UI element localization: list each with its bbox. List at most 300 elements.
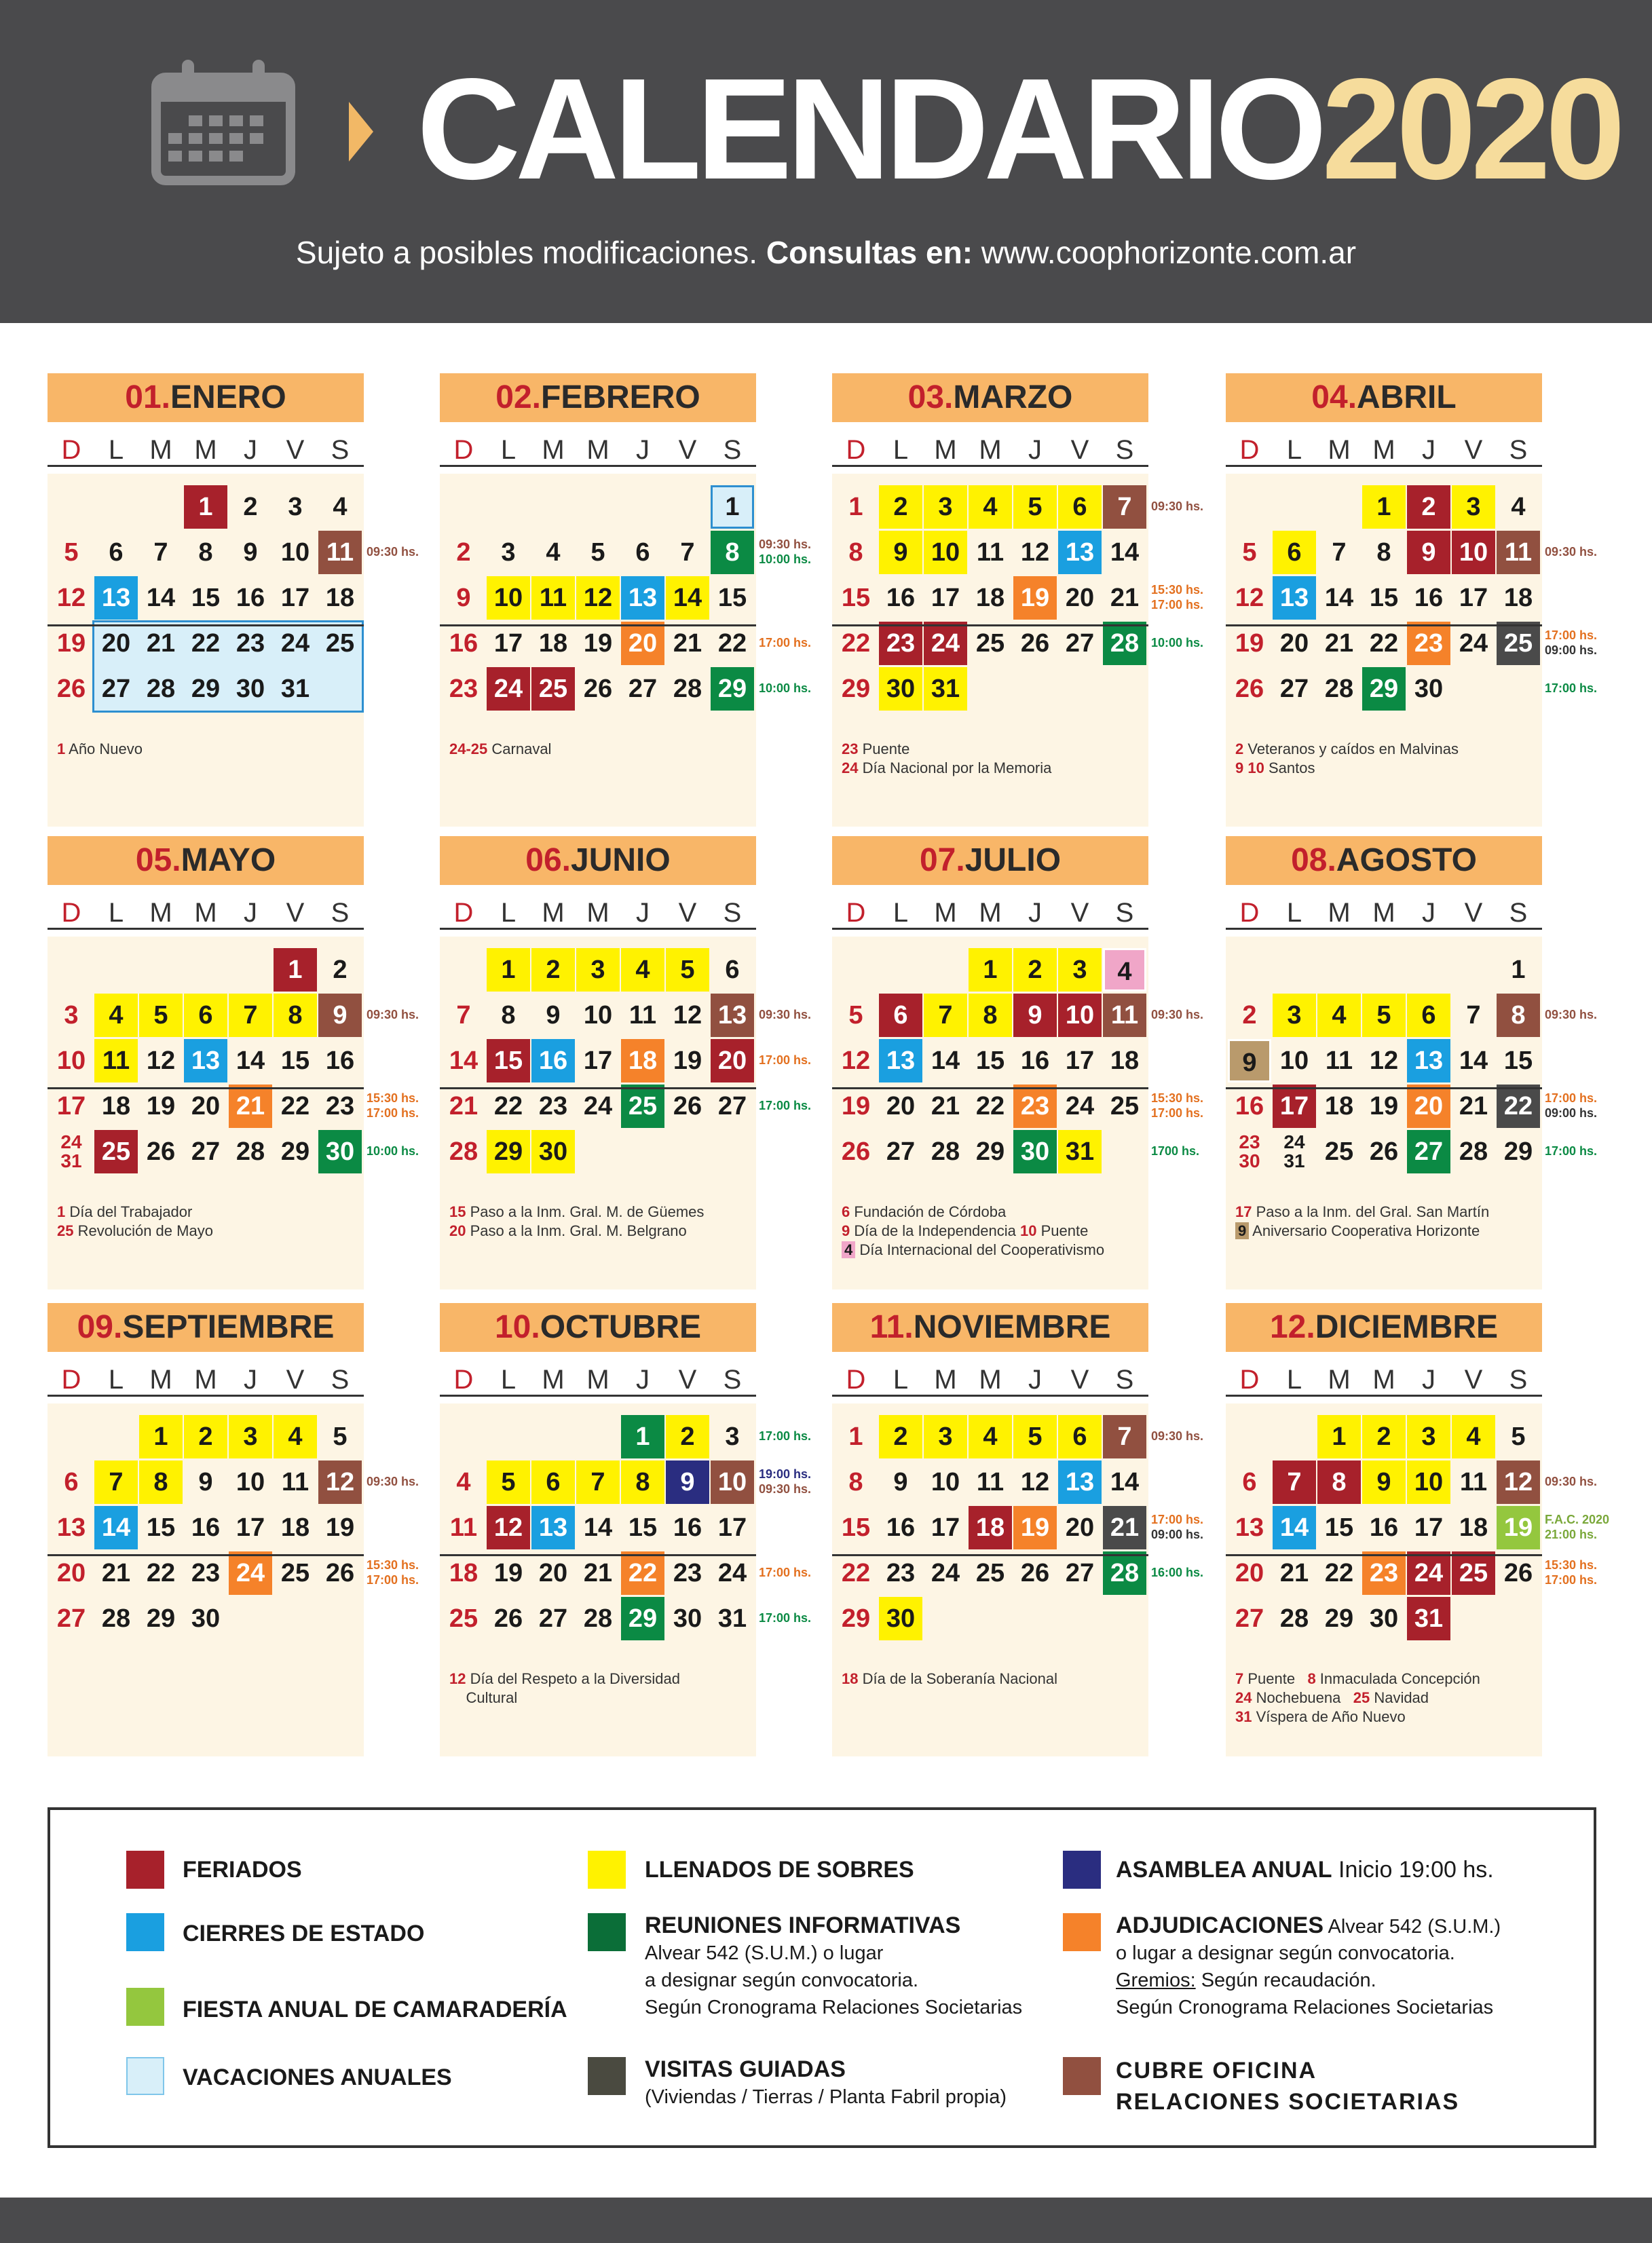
day-cell[interactable]: 1	[487, 948, 530, 992]
day-cell[interactable]: 30	[1369, 1604, 1399, 1633]
day-cell[interactable]: 28	[1103, 1551, 1146, 1595]
day-cell[interactable]: 22	[841, 1559, 871, 1587]
day-cell[interactable]: 23	[1362, 1551, 1406, 1595]
day-cell[interactable]: 19	[146, 1092, 176, 1120]
day-cell[interactable]: 15	[146, 1513, 176, 1542]
day-cell[interactable]: 19	[1013, 1506, 1057, 1549]
day-cell[interactable]: 7	[456, 1001, 471, 1030]
day-cell[interactable]: 16	[1414, 584, 1444, 612]
day-cell[interactable]: 30	[1013, 1130, 1057, 1173]
day-cell[interactable]: 14	[236, 1047, 265, 1075]
day-cell[interactable]: 26	[583, 675, 613, 703]
day-cell[interactable]: 17	[717, 1513, 747, 1542]
day-cell[interactable]: 27	[101, 675, 131, 703]
day-cell[interactable]: 7	[924, 994, 967, 1037]
day-cell[interactable]: 18	[325, 584, 355, 612]
day-cell[interactable]: 17	[1065, 1047, 1095, 1075]
day-cell[interactable]: 9	[879, 531, 922, 574]
day-cell[interactable]: 16	[531, 1039, 575, 1082]
day-cell[interactable]	[1273, 1130, 1316, 1173]
day-cell[interactable]: 15	[841, 584, 871, 612]
day-cell[interactable]: 8	[198, 538, 213, 567]
day-cell[interactable]: 28	[1324, 675, 1354, 703]
day-cell[interactable]: 2	[243, 493, 258, 521]
day-cell[interactable]: 1	[1511, 956, 1526, 984]
day-cell[interactable]: 26	[1020, 1559, 1050, 1587]
day-cell[interactable]: 30	[879, 667, 922, 711]
day-cell[interactable]: 29	[841, 1604, 871, 1633]
day-cell[interactable]	[50, 1130, 93, 1173]
day-cell[interactable]: 1	[848, 493, 863, 521]
day-cell[interactable]: 30	[531, 1130, 575, 1173]
day-cell[interactable]: 22	[1324, 1559, 1354, 1587]
day-cell[interactable]: 13	[621, 576, 664, 620]
day-cell[interactable]: 27	[191, 1137, 221, 1166]
day-cell[interactable]: 6	[64, 1468, 79, 1496]
day-cell[interactable]: 9	[198, 1468, 213, 1496]
day-cell[interactable]: 24	[229, 1551, 272, 1595]
day-cell[interactable]: 22	[493, 1092, 523, 1120]
day-cell[interactable]: 9	[546, 1001, 561, 1030]
day-cell[interactable]: 16	[1020, 1047, 1050, 1075]
day-cell[interactable]: 23	[886, 1559, 916, 1587]
day-cell[interactable]: 12	[576, 576, 620, 620]
day-cell[interactable]: 5	[1511, 1422, 1526, 1451]
day-cell[interactable]: 8	[848, 1468, 863, 1496]
day-cell[interactable]: 18	[101, 1092, 131, 1120]
day-cell[interactable]: 13	[1407, 1039, 1450, 1082]
day-cell[interactable]: 19	[56, 629, 86, 658]
day-cell[interactable]: 30	[1414, 675, 1444, 703]
day-cell[interactable]: 10	[280, 538, 310, 567]
day-cell[interactable]: 23	[191, 1559, 221, 1587]
day-cell[interactable]: 12	[1235, 584, 1264, 612]
day-cell[interactable]: 31	[280, 675, 310, 703]
day-cell[interactable]: 12	[1020, 1468, 1050, 1496]
day-cell[interactable]: 16	[886, 1513, 916, 1542]
day-cell[interactable]: 1	[1362, 485, 1406, 529]
day-cell[interactable]: 18	[1324, 1092, 1354, 1120]
day-cell[interactable]: 18	[975, 584, 1005, 612]
day-cell[interactable]: 20	[56, 1559, 86, 1587]
day-cell[interactable]: 25	[621, 1085, 664, 1128]
day-cell[interactable]: 2	[456, 538, 471, 567]
day-cell[interactable]: 20	[538, 1559, 568, 1587]
day-cell[interactable]: 29	[487, 1130, 530, 1173]
day-cell[interactable]: 25	[94, 1130, 138, 1173]
day-cell[interactable]: 28	[101, 1604, 131, 1633]
day-cell[interactable]: 25	[325, 629, 355, 658]
day-cell[interactable]: 4	[1317, 994, 1361, 1037]
day-cell[interactable]: 20	[621, 622, 664, 665]
day-cell[interactable]: 7	[1103, 1415, 1146, 1458]
day-cell[interactable]: 13	[711, 994, 754, 1037]
day-cell[interactable]: 26	[841, 1137, 871, 1166]
day-cell[interactable]: 24	[924, 622, 967, 665]
day-cell[interactable]: 15	[1369, 584, 1399, 612]
day-cell[interactable]: 7	[229, 994, 272, 1037]
day-cell[interactable]: 6	[635, 538, 650, 567]
day-cell[interactable]: 21	[229, 1085, 272, 1128]
day-cell[interactable]: 24	[931, 1559, 960, 1587]
day-cell[interactable]: 5	[1362, 994, 1406, 1037]
day-cell[interactable]: 7	[153, 538, 168, 567]
day-cell[interactable]: 15	[841, 1513, 871, 1542]
day-cell[interactable]: 5	[64, 538, 79, 567]
day-cell[interactable]: 9	[1362, 1460, 1406, 1504]
day-cell[interactable]: 29	[1362, 667, 1406, 711]
day-cell[interactable]: 21	[449, 1092, 478, 1120]
day-cell[interactable]: 9	[666, 1460, 709, 1504]
day-cell[interactable]: 18	[1503, 584, 1533, 612]
day-cell[interactable]: 15	[1324, 1513, 1354, 1542]
day-cell[interactable]: 19	[1497, 1506, 1540, 1549]
day-cell[interactable]: 4	[621, 948, 664, 992]
day-cell[interactable]: 11	[281, 1468, 309, 1496]
day-cell[interactable]: 19	[1235, 629, 1264, 658]
day-cell[interactable]: 30	[236, 675, 265, 703]
day-cell[interactable]: 13	[1058, 531, 1102, 574]
day-cell[interactable]: 4	[969, 1415, 1012, 1458]
day-cell[interactable]: 17	[931, 584, 960, 612]
day-cell[interactable]: 14	[1273, 1506, 1316, 1549]
day-cell[interactable]: 8	[711, 531, 754, 574]
day-cell[interactable]: 15	[628, 1513, 658, 1542]
day-cell[interactable]: 13	[531, 1506, 575, 1549]
day-cell[interactable]: 29	[1503, 1137, 1533, 1166]
day-cell[interactable]: 29	[191, 675, 221, 703]
day-cell[interactable]: 2	[1407, 485, 1450, 529]
day-cell[interactable]: 27	[1065, 629, 1095, 658]
day-cell[interactable]: 29	[1324, 1604, 1354, 1633]
day-cell[interactable]: 11	[1325, 1047, 1353, 1075]
day-cell[interactable]: 4	[969, 485, 1012, 529]
day-cell[interactable]: 8	[1376, 538, 1391, 567]
day-cell[interactable]: 6	[879, 994, 922, 1037]
day-cell[interactable]: 7	[576, 1460, 620, 1504]
day-cell[interactable]: 22	[975, 1092, 1005, 1120]
day-cell[interactable]: 28	[931, 1137, 960, 1166]
day-cell[interactable]: 22	[146, 1559, 176, 1587]
day-cell[interactable]: 3	[1273, 994, 1316, 1037]
day-cell[interactable]: 8	[274, 994, 317, 1037]
day-cell[interactable]: 3	[1452, 485, 1495, 529]
day-cell[interactable]: 10	[1058, 994, 1102, 1037]
day-cell[interactable]: 25	[531, 667, 575, 711]
day-cell[interactable]: 17	[1414, 1513, 1444, 1542]
day-cell[interactable]: 20	[1279, 629, 1309, 658]
day-cell[interactable]: 15	[487, 1039, 530, 1082]
day-cell[interactable]: 25	[975, 629, 1005, 658]
day-cell[interactable]: 21	[1103, 1506, 1146, 1549]
day-cell[interactable]: 6	[725, 956, 740, 984]
day-cell[interactable]: 11	[1497, 531, 1540, 574]
day-cell[interactable]: 26	[325, 1559, 355, 1587]
day-cell[interactable]: 12	[673, 1001, 702, 1030]
day-cell[interactable]: 21	[1110, 584, 1140, 612]
day-cell[interactable]: 15	[975, 1047, 1005, 1075]
day-cell[interactable]: 10	[711, 1460, 754, 1504]
day-cell[interactable]: 31	[1407, 1597, 1450, 1640]
day-cell[interactable]: 21	[583, 1559, 613, 1587]
day-cell[interactable]: 12	[487, 1506, 530, 1549]
day-cell[interactable]: 26	[1235, 675, 1264, 703]
day-cell[interactable]: 22	[621, 1551, 664, 1595]
day-cell[interactable]: 20	[886, 1092, 916, 1120]
day-cell[interactable]: 29	[146, 1604, 176, 1633]
day-cell[interactable]: 23	[1013, 1085, 1057, 1128]
day-cell[interactable]: 12	[1020, 538, 1050, 567]
day-cell[interactable]: 5	[333, 1422, 348, 1451]
day-cell[interactable]: 27	[717, 1092, 747, 1120]
day-cell[interactable]: 26	[1369, 1137, 1399, 1166]
day-cell[interactable]: 19	[673, 1047, 702, 1075]
day-cell[interactable]: 3	[288, 493, 303, 521]
day-cell[interactable]: 6	[1058, 485, 1102, 529]
day-cell[interactable]: 23	[879, 622, 922, 665]
day-cell[interactable]: 8	[1317, 1460, 1361, 1504]
day-cell[interactable]: 13	[1273, 576, 1316, 620]
day-cell[interactable]: 11	[976, 1468, 1005, 1496]
day-cell[interactable]: 21	[673, 629, 702, 658]
day-cell[interactable]: 7	[680, 538, 695, 567]
day-cell[interactable]: 22	[280, 1092, 310, 1120]
day-cell[interactable]: 9	[243, 538, 258, 567]
day-cell[interactable]: 17	[280, 584, 310, 612]
day-cell[interactable]: 16	[886, 584, 916, 612]
day-cell[interactable]: 7	[1332, 538, 1347, 567]
day-cell[interactable]: 20	[191, 1092, 221, 1120]
day-cell[interactable]: 11	[628, 1001, 657, 1030]
day-cell[interactable]: 12	[318, 1460, 362, 1504]
day-cell[interactable]: 23	[325, 1092, 355, 1120]
day-cell[interactable]: 31	[924, 667, 967, 711]
day-cell[interactable]: 23	[1407, 622, 1450, 665]
day-cell[interactable]: 15	[280, 1047, 310, 1075]
day-cell[interactable]: 19	[1369, 1092, 1399, 1120]
day-cell[interactable]: 11	[1459, 1468, 1488, 1496]
day-cell[interactable]: 15	[1503, 1047, 1533, 1075]
day-cell[interactable]: 23	[449, 675, 478, 703]
day-cell[interactable]: 7	[1466, 1001, 1481, 1030]
day-cell[interactable]: 14	[931, 1047, 960, 1075]
day-cell[interactable]: 2	[1242, 1001, 1257, 1030]
day-cell[interactable]: 25	[1324, 1137, 1354, 1166]
day-cell[interactable]: 24	[1407, 1551, 1450, 1595]
day-cell[interactable]: 6	[109, 538, 124, 567]
day-cell[interactable]: 31	[717, 1604, 747, 1633]
day-cell[interactable]: 9	[318, 994, 362, 1037]
day-cell[interactable]: 14	[666, 576, 709, 620]
day-cell[interactable]: 10	[583, 1001, 613, 1030]
day-cell[interactable]: 4	[274, 1415, 317, 1458]
day-cell[interactable]: 12	[56, 584, 86, 612]
day-cell[interactable]: 20	[1065, 584, 1095, 612]
day-cell[interactable]: 22	[841, 629, 871, 658]
day-cell[interactable]: 7	[1273, 1460, 1316, 1504]
day-cell[interactable]: 8	[621, 1460, 664, 1504]
day-cell[interactable]: 18	[280, 1513, 310, 1542]
day-cell[interactable]: 13	[184, 1039, 227, 1082]
day-cell[interactable]: 9	[1407, 531, 1450, 574]
day-cell[interactable]: 4	[333, 493, 348, 521]
day-cell[interactable]: 4	[1452, 1415, 1495, 1458]
day-cell[interactable]: 8	[1497, 994, 1540, 1037]
day-cell[interactable]: 28	[1459, 1137, 1488, 1166]
day-cell[interactable]: 1	[139, 1415, 183, 1458]
day-cell[interactable]: 13	[1235, 1513, 1264, 1542]
day-cell[interactable]: 1	[848, 1422, 863, 1451]
day-cell[interactable]: 6	[184, 994, 227, 1037]
day-cell[interactable]: 5	[590, 538, 605, 567]
day-cell[interactable]: 16	[1369, 1513, 1399, 1542]
day-cell[interactable]: 28	[673, 675, 702, 703]
day-cell[interactable]: 17	[236, 1513, 265, 1542]
day-cell[interactable]: 8	[501, 1001, 516, 1030]
day-cell[interactable]	[1228, 1130, 1271, 1173]
day-cell[interactable]: 22	[1369, 629, 1399, 658]
day-cell[interactable]: 24	[583, 1092, 613, 1120]
day-cell[interactable]: 21	[101, 1559, 131, 1587]
day-cell[interactable]: 14	[583, 1513, 613, 1542]
day-cell[interactable]: 14	[449, 1047, 478, 1075]
day-cell[interactable]: 11	[1103, 994, 1146, 1037]
day-cell[interactable]: 6	[1407, 994, 1450, 1037]
day-cell[interactable]: 27	[1279, 675, 1309, 703]
day-cell[interactable]: 1	[1317, 1415, 1361, 1458]
day-cell[interactable]: 5	[848, 1001, 863, 1030]
day-cell[interactable]: 1	[711, 485, 754, 529]
day-cell[interactable]: 11	[976, 538, 1005, 567]
day-cell[interactable]: 14	[94, 1506, 138, 1549]
day-cell[interactable]: 24	[1065, 1092, 1095, 1120]
day-cell[interactable]: 4	[1103, 948, 1146, 992]
day-cell[interactable]: 18	[969, 1506, 1012, 1549]
day-cell[interactable]: 20	[1407, 1085, 1450, 1128]
day-cell[interactable]: 10	[487, 576, 530, 620]
day-cell[interactable]: 2	[333, 956, 348, 984]
day-cell[interactable]: 15	[717, 584, 747, 612]
day-cell[interactable]: 13	[94, 576, 138, 620]
day-cell[interactable]: 21	[1279, 1559, 1309, 1587]
day-cell[interactable]: 11	[94, 1039, 138, 1082]
day-cell[interactable]: 22	[717, 629, 747, 658]
day-cell[interactable]: 17	[56, 1092, 86, 1120]
day-cell[interactable]: 18	[538, 629, 568, 658]
day-cell[interactable]: 10	[1279, 1047, 1309, 1075]
day-cell[interactable]: 25	[975, 1559, 1005, 1587]
day-cell[interactable]: 5	[1013, 485, 1057, 529]
day-cell[interactable]: 17	[583, 1047, 613, 1075]
day-cell[interactable]: 16	[191, 1513, 221, 1542]
day-cell[interactable]: 21	[146, 629, 176, 658]
day-cell[interactable]: 25	[1497, 622, 1540, 665]
day-cell[interactable]: 11	[318, 531, 362, 574]
day-cell[interactable]: 29	[975, 1137, 1005, 1166]
day-cell[interactable]: 27	[538, 1604, 568, 1633]
day-cell[interactable]: 16	[236, 584, 265, 612]
day-cell[interactable]: 12	[841, 1047, 871, 1075]
day-cell[interactable]: 22	[1497, 1085, 1540, 1128]
day-cell[interactable]: 20	[101, 629, 131, 658]
day-cell[interactable]: 10	[1452, 531, 1495, 574]
day-cell[interactable]: 29	[621, 1597, 664, 1640]
day-cell[interactable]: 21	[931, 1092, 960, 1120]
day-cell[interactable]: 5	[139, 994, 183, 1037]
day-cell[interactable]: 1	[969, 948, 1012, 992]
day-cell[interactable]: 26	[493, 1604, 523, 1633]
day-cell[interactable]: 4	[94, 994, 138, 1037]
day-cell[interactable]: 24	[487, 667, 530, 711]
day-cell[interactable]: 3	[229, 1415, 272, 1458]
day-cell[interactable]: 10	[236, 1468, 265, 1496]
day-cell[interactable]: 30	[191, 1604, 221, 1633]
day-cell[interactable]: 12	[146, 1047, 176, 1075]
day-cell[interactable]: 28	[1279, 1604, 1309, 1633]
day-cell[interactable]: 14	[1324, 584, 1354, 612]
day-cell[interactable]: 28	[449, 1137, 478, 1166]
day-cell[interactable]: 10	[924, 531, 967, 574]
day-cell[interactable]: 26	[56, 675, 86, 703]
day-cell[interactable]: 20	[711, 1039, 754, 1082]
day-cell[interactable]: 16	[325, 1047, 355, 1075]
day-cell[interactable]: 2	[879, 485, 922, 529]
day-cell[interactable]: 10	[56, 1047, 86, 1075]
day-cell[interactable]: 6	[1273, 531, 1316, 574]
day-cell[interactable]: 13	[879, 1039, 922, 1082]
day-cell[interactable]: 19	[583, 629, 613, 658]
day-cell[interactable]: 11	[449, 1513, 478, 1542]
day-cell[interactable]: 9	[456, 584, 471, 612]
day-cell[interactable]: 13	[56, 1513, 86, 1542]
day-cell[interactable]: 28	[236, 1137, 265, 1166]
day-cell[interactable]: 2	[879, 1415, 922, 1458]
day-cell[interactable]: 27	[1407, 1130, 1450, 1173]
day-cell[interactable]: 2	[1013, 948, 1057, 992]
day-cell[interactable]: 28	[1103, 622, 1146, 665]
day-cell[interactable]: 31	[1058, 1130, 1102, 1173]
day-cell[interactable]: 30	[673, 1604, 702, 1633]
day-cell[interactable]: 12	[1369, 1047, 1399, 1075]
day-cell[interactable]: 5	[487, 1460, 530, 1504]
day-cell[interactable]: 9	[893, 1468, 908, 1496]
day-cell[interactable]: 29	[711, 667, 754, 711]
day-cell[interactable]: 29	[841, 675, 871, 703]
day-cell[interactable]: 1	[621, 1415, 664, 1458]
day-cell[interactable]: 3	[725, 1422, 740, 1451]
day-cell[interactable]: 25	[280, 1559, 310, 1587]
day-cell[interactable]: 26	[1020, 629, 1050, 658]
day-cell[interactable]: 5	[666, 948, 709, 992]
day-cell[interactable]: 4	[1511, 493, 1526, 521]
day-cell[interactable]: 28	[583, 1604, 613, 1633]
day-cell[interactable]: 24	[1459, 629, 1488, 658]
day-cell[interactable]: 20	[1065, 1513, 1095, 1542]
day-cell[interactable]: 2	[531, 948, 575, 992]
day-cell[interactable]: 3	[576, 948, 620, 992]
day-cell[interactable]: 24	[280, 629, 310, 658]
day-cell[interactable]: 16	[1235, 1092, 1264, 1120]
day-cell[interactable]: 2	[1362, 1415, 1406, 1458]
day-cell[interactable]: 15	[191, 584, 221, 612]
day-cell[interactable]: 17	[931, 1513, 960, 1542]
day-cell[interactable]: 19	[841, 1092, 871, 1120]
subtitle-url[interactable]: www.coophorizonte.com.ar	[973, 235, 1357, 270]
day-cell[interactable]: 23	[236, 629, 265, 658]
day-cell[interactable]: 2	[184, 1415, 227, 1458]
day-cell[interactable]: 4	[456, 1468, 471, 1496]
day-cell[interactable]: 1	[274, 948, 317, 992]
